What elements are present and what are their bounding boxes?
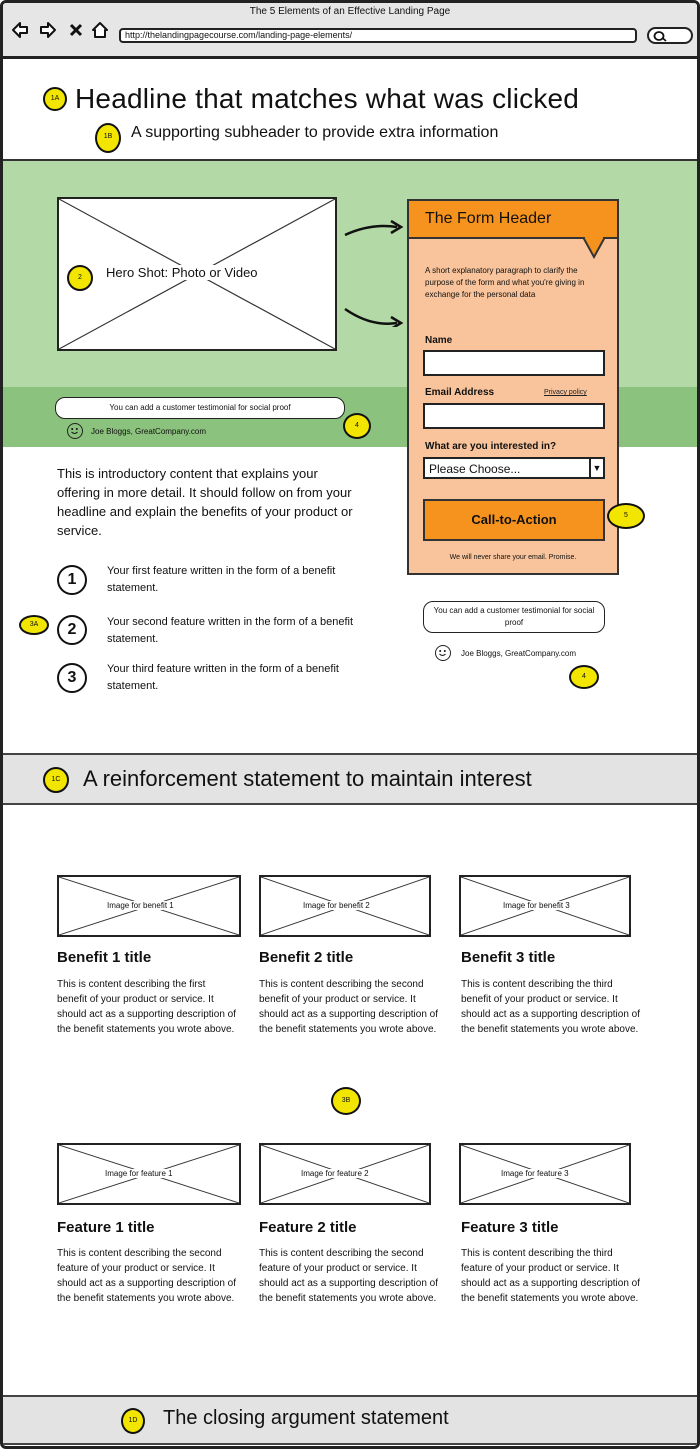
- browser-chrome: [3, 3, 697, 59]
- feature-description: This is content describing the second feature of your product or service. It should act as a supporting description of the benefit statements you wrote above.: [57, 1248, 236, 1304]
- window-title: The 5 Elements of an Effective Landing Page: [249, 6, 451, 17]
- privacy-policy-link[interactable]: Privacy policy: [544, 389, 587, 396]
- annotation-badge-1c: 1C: [43, 767, 69, 793]
- interest-label: What are you interested in?: [425, 441, 557, 452]
- page-subheader: A supporting subheader to provide extra information: [131, 124, 499, 141]
- privacy-note: We will never share your email. Promise.: [449, 554, 577, 561]
- back-arrow-icon[interactable]: [11, 21, 29, 39]
- name-field[interactable]: [423, 350, 605, 376]
- annotation-badge-1d: 1D: [121, 1408, 145, 1434]
- annotation-badge-5: 5: [607, 503, 645, 529]
- annotation-badge-1b: 1B: [95, 123, 121, 153]
- benefit-image-label: Image for benefit 1: [107, 901, 174, 910]
- hero-image-placeholder: [57, 197, 337, 351]
- smiley-icon: [435, 645, 451, 661]
- page-headline: Headline that matches what was clicked: [75, 83, 580, 114]
- smiley-icon: [67, 423, 83, 439]
- select-value: Please Choose...: [429, 462, 521, 476]
- home-icon[interactable]: [91, 21, 109, 39]
- hero-label: Hero Shot: Photo or Video: [103, 265, 261, 280]
- annotation-badge-4a: 4: [343, 413, 371, 439]
- feature-number-3: 3: [57, 663, 87, 693]
- feature-image-label: Image for feature 3: [501, 1169, 569, 1178]
- feature-description: This is content describing the second feature of your product or service. It should act as a supporting description of the benefit statements you wrote above.: [259, 1248, 438, 1304]
- benefit-image-label: Image for benefit 3: [503, 901, 570, 910]
- benefit-image-placeholder: [459, 875, 631, 937]
- call-to-action-button[interactable]: Call-to-Action: [423, 499, 605, 541]
- feature-number-2: 2: [57, 615, 87, 645]
- benefit-description: This is content describing the second benefit of your product or service. It should act as a supporting description of the benefit statements you wrote above.: [259, 979, 438, 1035]
- annotation-badge-4b: 4: [569, 665, 599, 689]
- benefit-description: This is content describing the first benefit of your product or service. It should act as a supporting description of the benefit statements you wrote above.: [57, 979, 236, 1035]
- feature-title: Feature 3 title: [461, 1219, 559, 1236]
- email-label: Email Address: [425, 387, 495, 398]
- feature-number-1: 1: [57, 565, 87, 595]
- interest-select[interactable]: [423, 457, 605, 479]
- search-field[interactable]: [647, 27, 693, 44]
- benefit-title: Benefit 2 title: [259, 949, 354, 966]
- name-label: Name: [425, 335, 453, 346]
- close-icon[interactable]: [67, 21, 85, 39]
- annotation-badge-3a: 3A: [19, 615, 49, 635]
- form-intro: A short explanatory paragraph to clarify the purpose of the form and what you're giving in exchange for the personal data: [425, 266, 585, 299]
- testimonial-bubble: You can add a customer testimonial for social proof: [55, 397, 345, 419]
- annotation-badge-2: 2: [67, 265, 93, 291]
- benefit-image-label: Image for benefit 2: [303, 901, 370, 910]
- benefit-title: Benefit 1 title: [57, 949, 152, 966]
- testimonial-attribution: Joe Bloggs, GreatCompany.com: [91, 427, 207, 436]
- closing-statement: The closing argument statement: [163, 1407, 449, 1429]
- feature-image-placeholder: [57, 1143, 241, 1205]
- feature-statement-3: Your third feature written in the form of a benefit statement.: [107, 663, 339, 692]
- address-bar[interactable]: http://thelandingpagecourse.com/landing-page-elements/: [119, 28, 637, 43]
- feature-image-placeholder: [259, 1143, 431, 1205]
- search-icon: [653, 30, 667, 42]
- lead-form: [407, 199, 619, 575]
- feature-statement-2: Your second feature written in the form of a benefit statement.: [107, 616, 354, 645]
- feature-statement-1: Your first feature written in the form of a benefit statement.: [107, 565, 336, 594]
- feature-image-label: Image for feature 2: [301, 1169, 369, 1178]
- benefit-image-placeholder: [57, 875, 241, 937]
- arrow-icon: [341, 217, 407, 327]
- feature-title: Feature 2 title: [259, 1219, 357, 1236]
- benefit-title: Benefit 3 title: [461, 949, 556, 966]
- annotation-badge-3b: 3B: [331, 1087, 361, 1115]
- speech-pointer-icon: [581, 237, 607, 259]
- feature-image-label: Image for feature 1: [105, 1169, 173, 1178]
- testimonial-attribution-2: Joe Bloggs, GreatCompany.com: [461, 649, 577, 658]
- feature-title: Feature 1 title: [57, 1219, 155, 1236]
- forward-arrow-icon[interactable]: [39, 21, 57, 39]
- form-header: The Form Header: [409, 201, 617, 239]
- testimonial-bubble-2: You can add a customer testimonial for social proof: [423, 601, 605, 633]
- email-field[interactable]: [423, 403, 605, 429]
- dropdown-arrow-icon[interactable]: ▼: [589, 459, 603, 477]
- intro-paragraph: This is introductory content that explains your offering in more detail. It should follow on from your headline and explain the benefits of your product or service.: [57, 466, 353, 538]
- annotation-badge-1a: 1A: [43, 87, 67, 111]
- reinforcement-statement: A reinforcement statement to maintain interest: [83, 766, 532, 791]
- feature-description: This is content describing the third feature of your product or service. It should act as a supporting description of the benefit statements you wrote above.: [461, 1248, 640, 1304]
- benefit-description: This is content describing the third benefit of your product or service. It should act as a supporting description of the benefit statements you wrote above.: [461, 979, 640, 1035]
- feature-image-placeholder: [459, 1143, 631, 1205]
- benefit-image-placeholder: [259, 875, 431, 937]
